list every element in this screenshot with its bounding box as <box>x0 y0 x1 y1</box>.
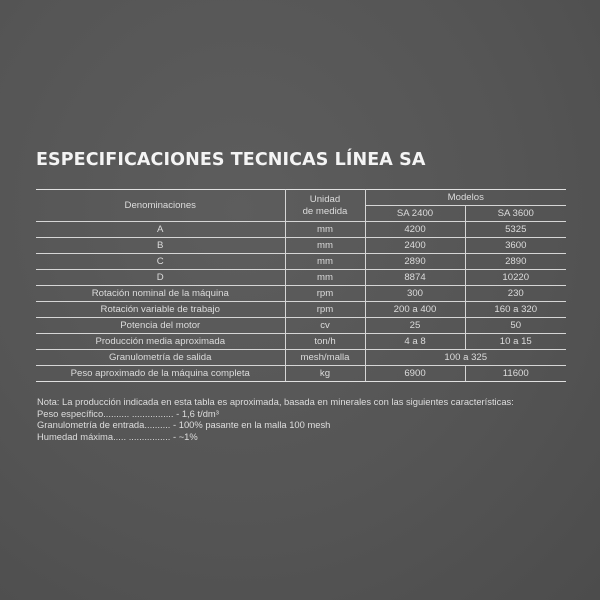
note-line: Peso específico.......... ................ - 1,6 t/dm³ <box>37 407 219 419</box>
row-label: Producción media aproximada <box>36 334 285 350</box>
table-row <box>36 318 566 334</box>
row-value-sa2400: 8874 <box>365 270 465 286</box>
row-label: Potencia del motor <box>36 318 285 334</box>
row-unit: kg <box>285 366 365 382</box>
page-title: ESPECIFICACIONES TECNICAS LÍNEA SA <box>36 150 426 170</box>
row-unit: mm <box>285 270 365 286</box>
row-label: C <box>36 254 285 270</box>
row-value-sa3600: 10220 <box>465 270 566 286</box>
note-line: Nota: La producción indicada en esta tabla es aproximada, basada en minerales con las siguientes características: <box>37 396 514 407</box>
row-value-sa2400: 4200 <box>365 222 465 238</box>
header-models: Modelos <box>365 190 566 206</box>
header-unit-line1: Unidad <box>309 193 341 205</box>
table-row <box>36 254 566 270</box>
row-value-sa3600: 3600 <box>465 238 566 254</box>
header-model-sa3600: SA 3600 <box>465 206 566 222</box>
row-value-sa3600: 10 a 15 <box>465 334 566 350</box>
table-row <box>36 366 566 382</box>
header-unit <box>285 190 365 222</box>
row-label: Rotación variable de trabajo <box>36 302 285 318</box>
row-label: Granulometría de salida <box>36 350 285 366</box>
row-value-sa2400: 2400 <box>365 238 465 254</box>
notes-block <box>37 396 577 442</box>
header-denominations: Denominaciones <box>36 190 285 222</box>
row-value-sa3600: 2890 <box>465 254 566 270</box>
row-unit: ton/h <box>285 334 365 350</box>
row-label: Rotación nominal de la máquina <box>36 286 285 302</box>
table-row <box>36 286 566 302</box>
row-value-shared: 100 a 325 <box>365 350 566 366</box>
note-line: Humedad máxima..... ................ - ~1% <box>37 430 198 442</box>
row-value-sa3600: 5325 <box>465 222 566 238</box>
table-row <box>36 334 566 350</box>
row-value-sa2400: 4 a 8 <box>365 334 465 350</box>
header-unit-line2: de medida <box>302 205 348 217</box>
row-label: Peso aproximado de la máquina completa <box>36 366 285 382</box>
row-unit: cv <box>285 318 365 334</box>
row-value-sa2400: 25 <box>365 318 465 334</box>
row-label: B <box>36 238 285 254</box>
note-line: Granulometría de entrada.......... - 100% pasante en la malla 100 mesh <box>37 419 331 431</box>
row-value-sa2400: 200 a 400 <box>365 302 465 318</box>
specifications-table <box>36 189 566 382</box>
row-value-sa3600: 160 a 320 <box>465 302 566 318</box>
row-value-sa3600: 230 <box>465 286 566 302</box>
row-value-sa2400: 2890 <box>365 254 465 270</box>
table-row <box>36 238 566 254</box>
row-value-sa2400: 300 <box>365 286 465 302</box>
table-row <box>36 270 566 286</box>
table-row <box>36 350 566 366</box>
row-unit: rpm <box>285 286 365 302</box>
row-unit: mm <box>285 222 365 238</box>
row-label: A <box>36 222 285 238</box>
row-unit: mm <box>285 238 365 254</box>
header-model-sa2400: SA 2400 <box>365 206 465 222</box>
row-unit: mesh/malla <box>285 350 365 366</box>
table-header-row <box>36 190 566 206</box>
row-value-sa2400: 6900 <box>365 366 465 382</box>
table-row <box>36 222 566 238</box>
row-label: D <box>36 270 285 286</box>
row-unit: rpm <box>285 302 365 318</box>
row-value-sa3600: 11600 <box>465 366 566 382</box>
row-value-sa3600: 50 <box>465 318 566 334</box>
table-row <box>36 302 566 318</box>
row-unit: mm <box>285 254 365 270</box>
